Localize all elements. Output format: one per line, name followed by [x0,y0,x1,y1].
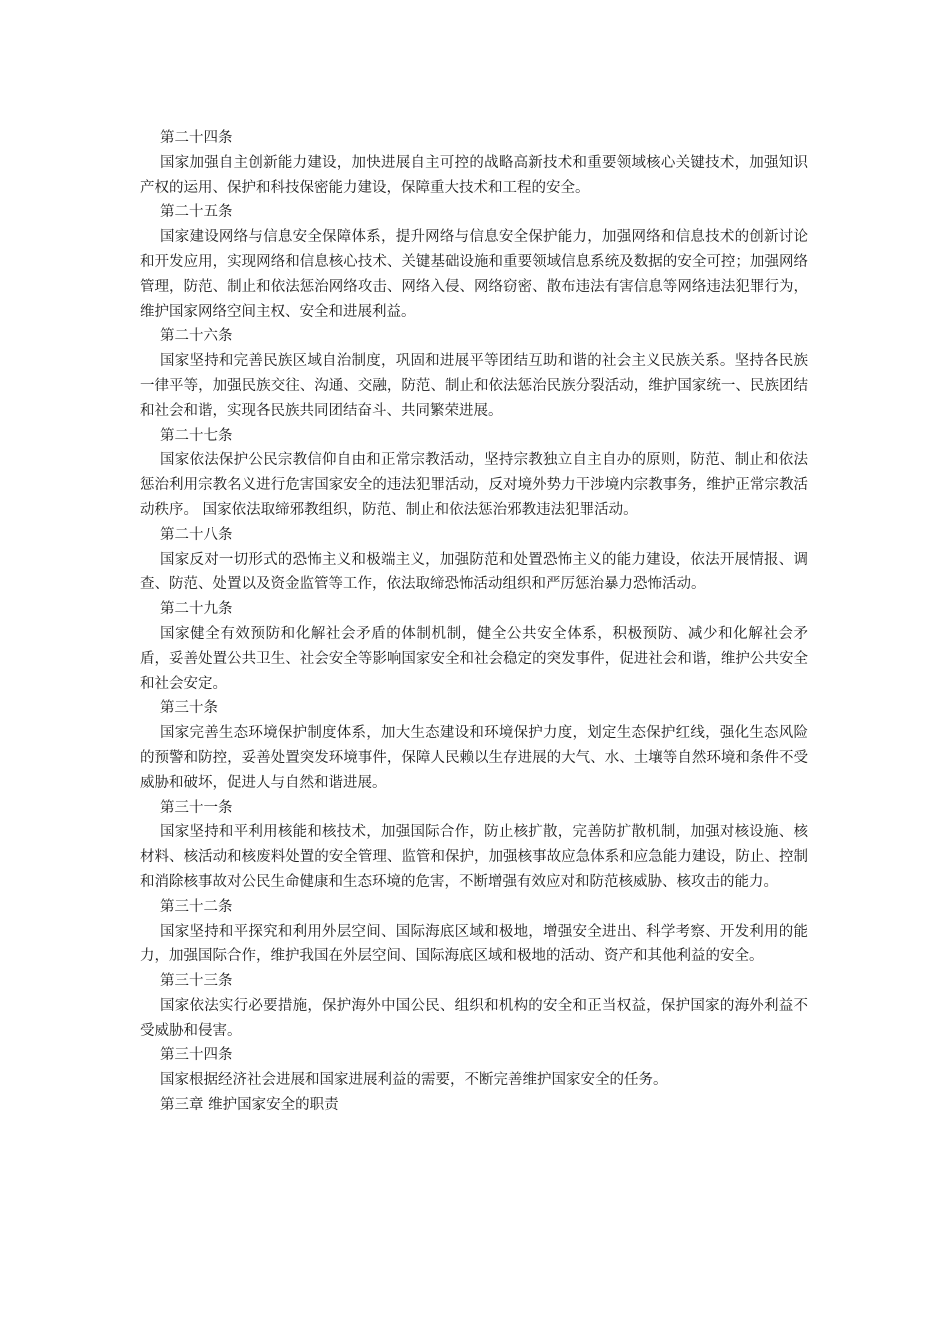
article-heading: 第三十一条 [160,799,233,816]
article-26 [140,324,808,423]
article-body: 国家加强自主创新能力建设，加快进展自主可控的战略高新技术和重要领域核心关键技术，加强知识产权的运用、保护和科技保密能力建设，保障重大技术和工程的安全。 [140,154,808,196]
article-30 [140,696,808,795]
article-heading: 第三十二条 [160,898,233,915]
article-body: 国家健全有效预防和化解社会矛盾的体制机制，健全公共安全体系，积极预防、减少和化解社会矛盾，妥善处置公共卫生、社会安全等影响国家安全和社会稳定的突发事件，促进社会和谐，维护公共安全和社会安定。 [140,625,808,692]
article-heading: 第二十四条 [160,130,233,146]
article-body: 国家根据经济社会进展和国家进展利益的需要，不断完善维护国家安全的任务。 [160,1072,668,1089]
article-heading: 第二十五条 [160,204,233,221]
article-body: 国家完善生态环境保护制度体系，加大生态建设和环境保护力度，划定生态保护红线，强化生态风险的预警和防控，妥善处置突发环境事件，保障人民赖以生存进展的大气、水、土壤等自然环境和条件不受威胁和破坏，促进人与自然和谐进展。 [140,725,808,791]
article-27 [140,424,808,523]
article-body: 国家坚持和平利用核能和核技术，加强国际合作，防止核扩散，完善防扩散机制，加强对核设施、核材料、核活动和核废料处置的安全管理、监管和保护，加强核事故应急体系和应急能力建设，防止、控制和消除核事故对公民生命健康和生态环境的危害，不断增强有效应对和防范核威胁、核攻击的能力。 [140,824,808,890]
article-heading: 第三十条 [160,700,218,717]
article-heading: 第二十七条 [160,427,233,444]
article-body: 国家坚持和平探究和利用外层空间、国际海底区域和极地，增强安全进出、科学考察、开发利用的能力，加强国际合作，维护我国在外层空间、国际海底区域和极地的活动、资产和其他利益的安全。 [140,923,808,965]
article-heading: 第二十八条 [160,526,233,543]
article-24 [140,126,808,200]
article-28 [140,523,808,597]
article-34 [140,1043,808,1093]
chapter-heading: 第三章 维护国家安全的职责 [160,1097,339,1114]
document-page [140,126,808,1118]
article-heading: 第二十六条 [160,328,233,345]
article-body: 国家反对一切形式的恐怖主义和极端主义，加强防范和处置恐怖主义的能力建设，依法开展情报、调查、防范、处置以及资金监管等工作，依法取缔恐怖活动组织和严厉惩治暴力恐怖活动。 [140,551,808,593]
article-body: 国家依法实行必要措施，保护海外中国公民、组织和机构的安全和正当权益，保护国家的海外利益不受威胁和侵害。 [140,997,808,1039]
article-body: 国家依法保护公民宗教信仰自由和正常宗教活动，坚持宗教独立自主自办的原则，防范、制止和依法惩治利用宗教名义进行危害国家安全的违法犯罪活动，反对境外势力干涉境内宗教事务，维护正常宗教活动秩序。 国家依法取缔邪教组织，防范、制止和依法惩治邪教违法犯罪活动。 [140,452,808,518]
article-31 [140,796,808,895]
article-body: 国家建设网络与信息安全保障体系，提升网络与信息安全保护能力，加强网络和信息技术的创新讨论和开发应用，实现网络和信息核心技术、关键基础设施和重要领域信息系统及数据的安全可控；加强网络管理，防范、制止和依法惩治网络攻击、网络入侵、网络窃密、散布违法有害信息等网络违法犯罪行为，维护国家网络空间主权、安全和进展利益。 [140,229,808,320]
article-29 [140,597,808,696]
article-body: 国家坚持和完善民族区域自治制度，巩固和进展平等团结互助和谐的社会主义民族关系。坚持各民族一律平等，加强民族交往、沟通、交融，防范、制止和依法惩治民族分裂活动，维护国家统一、民族团结和社会和谐，实现各民族共同团结奋斗、共同繁荣进展。 [140,353,808,419]
article-heading: 第三十三条 [160,973,233,990]
article-32 [140,895,808,969]
article-25 [140,200,808,324]
article-heading: 第三十四条 [160,1047,233,1064]
article-33 [140,969,808,1043]
article-heading: 第二十九条 [160,601,233,618]
